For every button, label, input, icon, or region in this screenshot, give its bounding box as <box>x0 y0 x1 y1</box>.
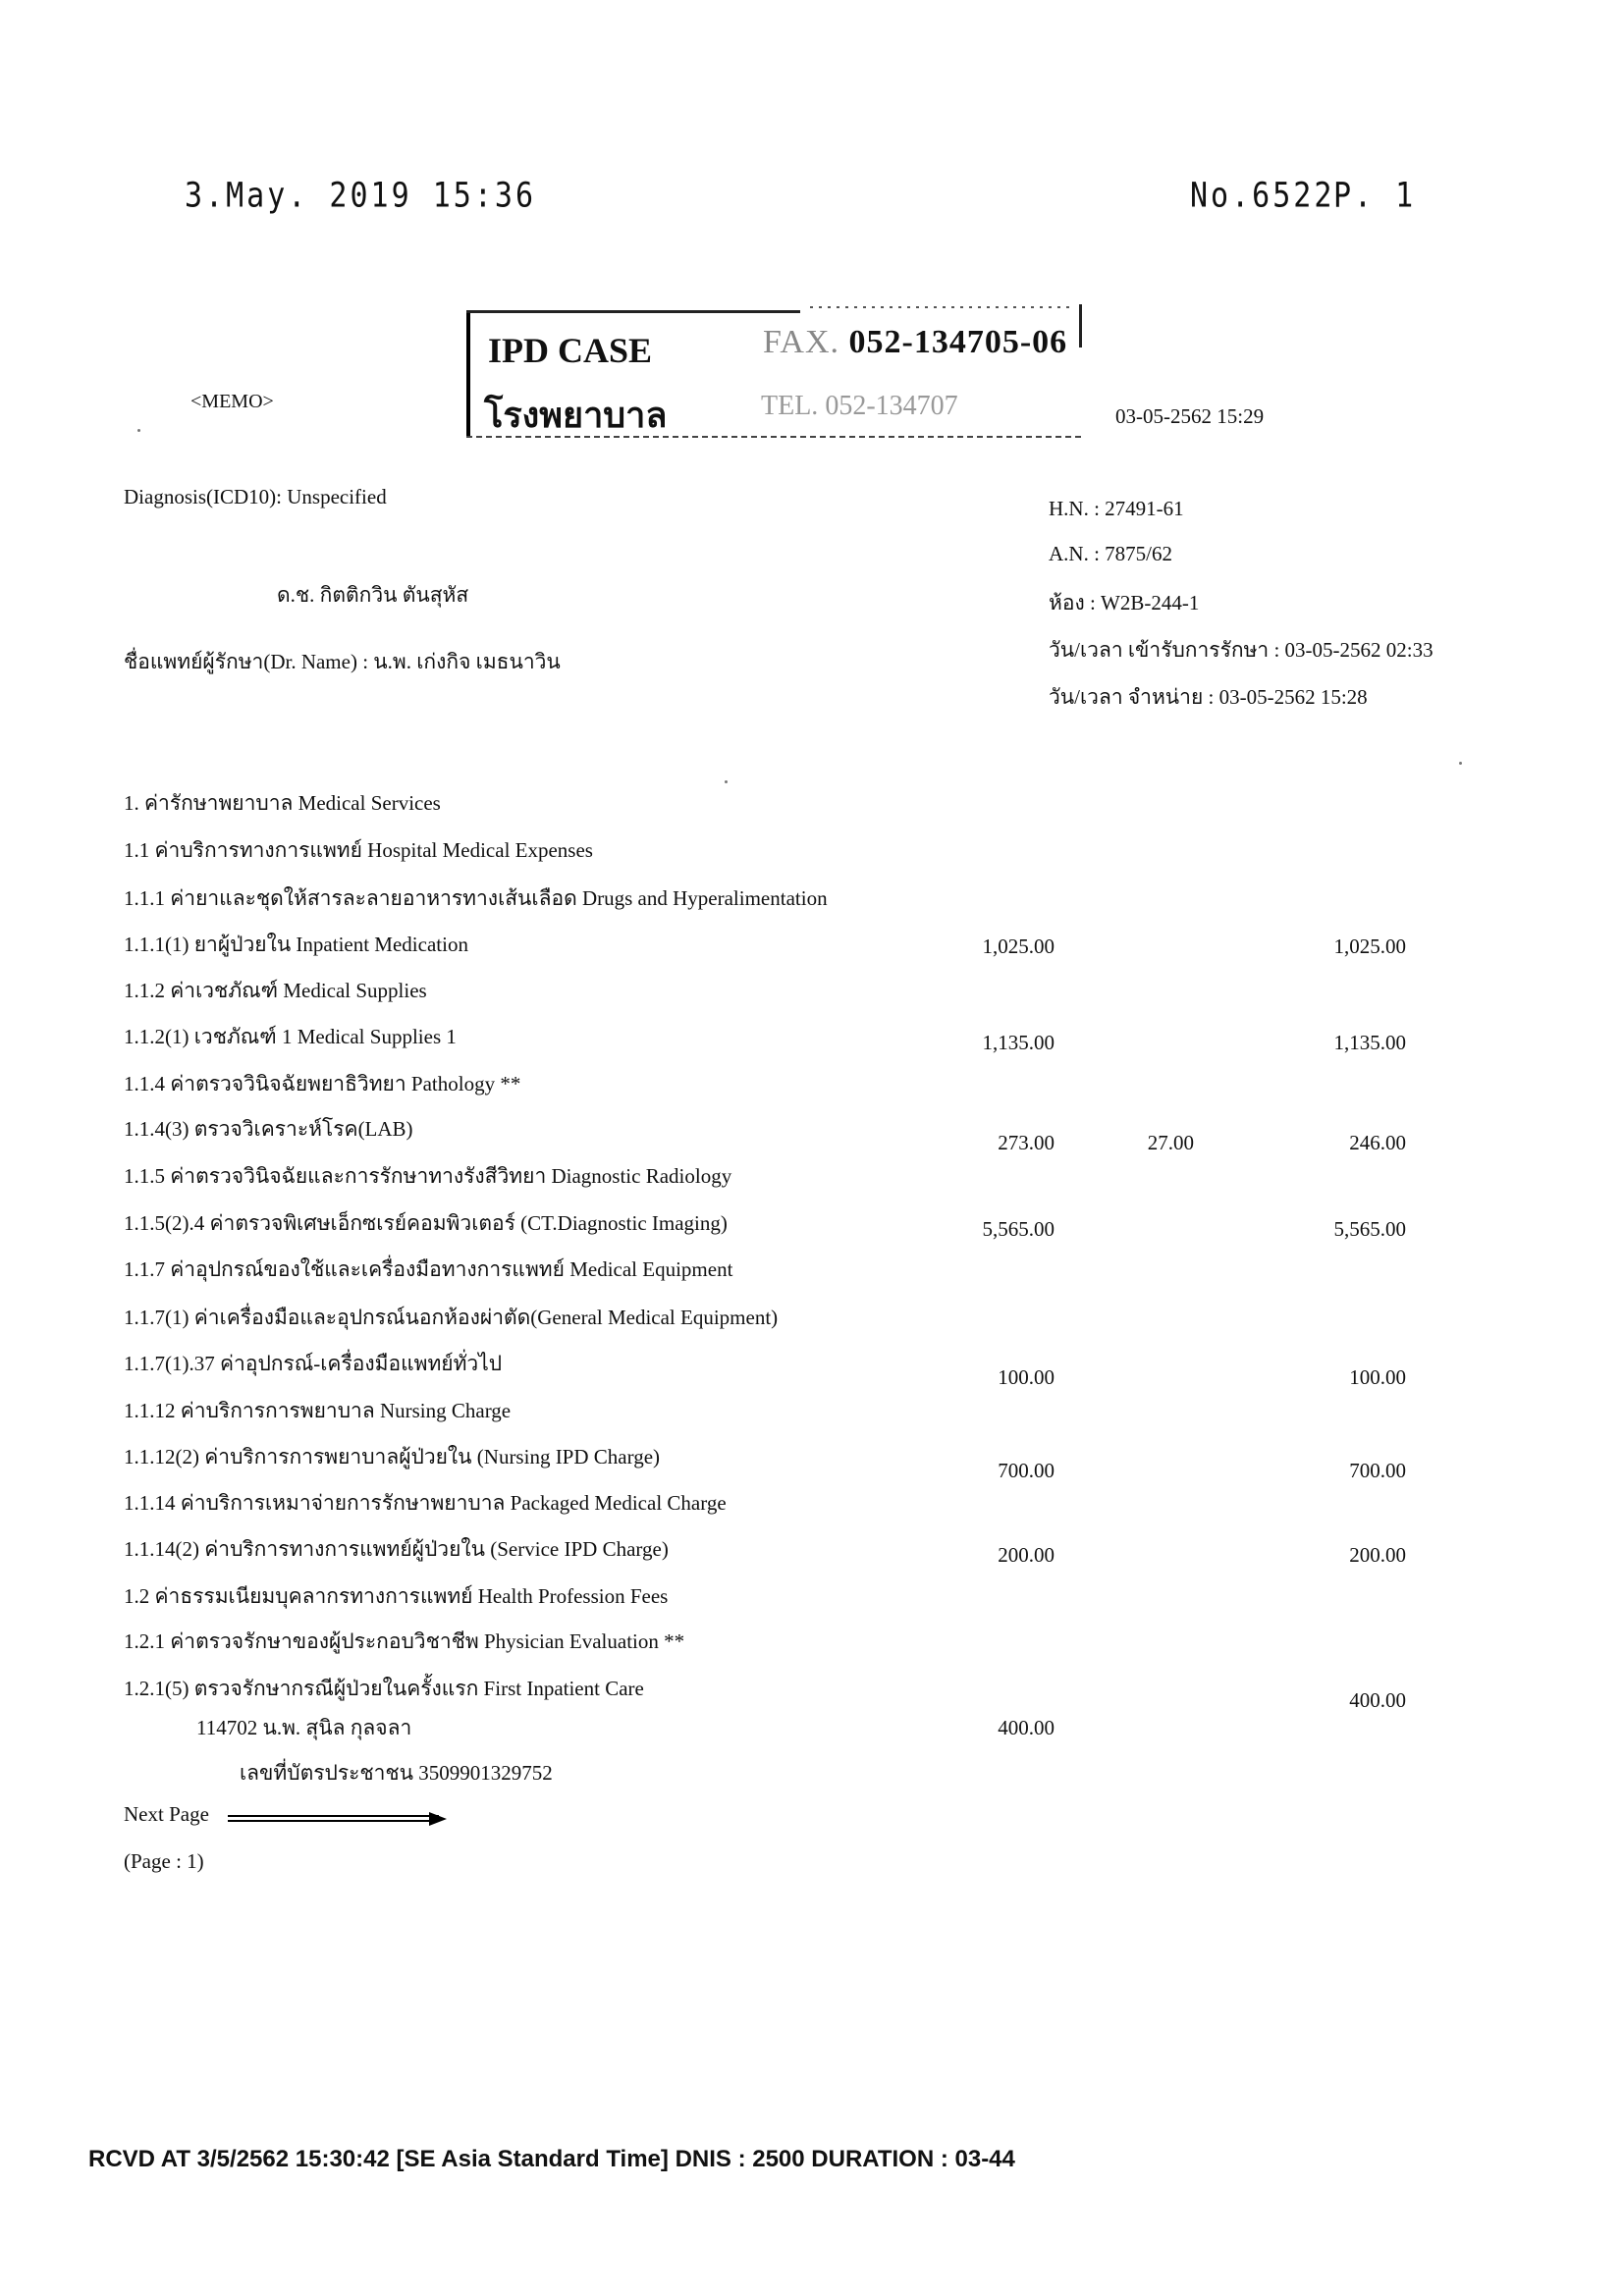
stamp-hospital: โรงพยาบาล <box>484 396 668 436</box>
page-label: (Page : 1) <box>124 1849 204 1873</box>
charge-item-label: 1.2.1(5) ตรวจรักษากรณีผู้ป่วยในครั้งแรก First Inpatient Care <box>124 1677 644 1700</box>
charge-item-label: 1.1.2 ค่าเวชภัณฑ์ Medical Supplies <box>124 979 427 1002</box>
ipd-case-stamp <box>466 300 1083 438</box>
hn: H.N. : 27491-61 <box>1049 497 1184 520</box>
charge-item-label: 1.1.5(2).4 ค่าตรวจพิเศษเอ็กซเรย์คอมพิวเตอร์ (CT.Diagnostic Imaging) <box>124 1211 728 1235</box>
charge-item-discount: 27.00 <box>1147 1131 1194 1154</box>
physician-name: 114702 น.พ. สุนิล กุลจลา <box>196 1716 412 1739</box>
charge-item-net: 5,565.00 <box>1333 1217 1406 1241</box>
printed-datetime: 03-05-2562 15:29 <box>1115 404 1265 428</box>
charge-item-label: 1. ค่ารักษาพยาบาล Medical Services <box>124 791 441 815</box>
charge-item-label: 1.1 ค่าบริการทางการแพทย์ Hospital Medical Expenses <box>124 838 593 862</box>
charge-item-label: 1.1.2(1) เวชภัณฑ์ 1 Medical Supplies 1 <box>124 1025 457 1048</box>
charge-item-net: 100.00 <box>1349 1365 1406 1389</box>
charge-item-label: 1.1.14 ค่าบริการเหมาจ่ายการรักษาพยาบาล Packaged Medical Charge <box>124 1491 727 1515</box>
charge-item-label: 1.1.1 ค่ายาและชุดให้สารละลายอาหารทางเส้นเลือด Drugs and Hyperalimentation <box>124 886 828 910</box>
charge-item-label: 1.2 ค่าธรรมเนียมบุคลากรทางการแพทย์ Health Profession Fees <box>124 1584 669 1608</box>
charge-item-amount: 200.00 <box>998 1543 1055 1567</box>
stamp-tel <box>761 391 958 422</box>
stamp-fax-prefix: FAX. <box>763 324 839 360</box>
diagnosis: Diagnosis(ICD10): Unspecified <box>124 485 387 508</box>
charge-item-amount: 700.00 <box>998 1459 1055 1482</box>
room: ห้อง : W2B-244-1 <box>1049 591 1200 614</box>
discharge-datetime: วัน/เวลา จำหน่าย : 03-05-2562 15:28 <box>1049 685 1368 709</box>
charge-item-amount: 1,025.00 <box>982 934 1055 958</box>
charge-item-net: 200.00 <box>1349 1543 1406 1567</box>
charge-item-label: 1.1.1(1) ยาผู้ป่วยใน Inpatient Medication <box>124 933 468 956</box>
stamp-tel-number: 052-134707 <box>825 391 958 421</box>
charge-item-label: 1.2.1 ค่าตรวจรักษาของผู้ประกอบวิชาชีพ Physician Evaluation ** <box>124 1629 685 1653</box>
fax-number: No.6522 <box>1190 176 1335 216</box>
charge-item-net: 700.00 <box>1349 1459 1406 1482</box>
charge-item-net: 1,025.00 <box>1333 934 1406 958</box>
next-page-label: Next Page <box>124 1802 209 1826</box>
fax-page: P. 1 <box>1333 176 1417 216</box>
charge-item-amount: 273.00 <box>998 1131 1055 1154</box>
scan-speck <box>725 780 728 783</box>
next-page-arrow-icon <box>228 1812 454 1826</box>
charge-item-label: 1.1.7 ค่าอุปกรณ์ของใช้และเครื่องมือทางการแพทย์ Medical Equipment <box>124 1257 733 1281</box>
stamp-fax <box>763 324 1067 361</box>
charge-item-net: 400.00 <box>1349 1688 1406 1712</box>
charge-item-label: 1.1.7(1).37 ค่าอุปกรณ์-เครื่องมือแพทย์ทั่วไป <box>124 1352 503 1375</box>
doctor-name: ชื่อแพทย์ผู้รักษา(Dr. Name) : น.พ. เก่งกิจ เมธนาวิน <box>124 650 561 673</box>
stamp-tel-prefix: TEL. <box>761 391 819 421</box>
physician-id-card: เลขที่บัตรประชาชน 3509901329752 <box>240 1761 553 1785</box>
charge-item-label: 1.1.12(2) ค่าบริการการพยาบาลผู้ป่วยใน (Nursing IPD Charge) <box>124 1445 661 1468</box>
charge-item-label: 1.1.5 ค่าตรวจวินิจฉัยและการรักษาทางรังสีวิทยา Diagnostic Radiology <box>124 1164 732 1188</box>
stamp-title: IPD CASE <box>488 331 653 370</box>
fax-datetime: 3.May. 2019 15:36 <box>185 176 537 216</box>
an: A.N. : 7875/62 <box>1049 542 1172 565</box>
charge-item-amount: 1,135.00 <box>982 1031 1055 1054</box>
admit-datetime: วัน/เวลา เข้ารับการรักษา : 03-05-2562 02:33 <box>1049 638 1434 662</box>
charge-item-amount: 100.00 <box>998 1365 1055 1389</box>
scan-speck <box>1459 762 1462 765</box>
memo-label: <MEMO> <box>190 391 274 412</box>
charge-item-net: 1,135.00 <box>1333 1031 1406 1054</box>
charge-item-label: 1.1.7(1) ค่าเครื่องมือและอุปกรณ์นอกห้องผ่าตัด(General Medical Equipment) <box>124 1306 779 1329</box>
physician-amount: 400.00 <box>998 1716 1055 1739</box>
charge-item-label: 1.1.4 ค่าตรวจวินิจฉัยพยาธิวิทยา Pathology ** <box>124 1072 521 1095</box>
patient-name: ด.ช. กิตติกวิน ตันสุหัส <box>277 583 469 607</box>
charge-item-label: 1.1.4(3) ตรวจวิเคราะห์โรค(LAB) <box>124 1117 413 1141</box>
charge-item-net: 246.00 <box>1349 1131 1406 1154</box>
charge-item-label: 1.1.12 ค่าบริการการพยาบาล Nursing Charge <box>124 1399 512 1422</box>
charge-item-label: 1.1.14(2) ค่าบริการทางการแพทย์ผู้ป่วยใน (Service IPD Charge) <box>124 1537 669 1561</box>
charge-item-amount: 5,565.00 <box>982 1217 1055 1241</box>
fax-receipt-footer: RCVD AT 3/5/2562 15:30:42 [SE Asia Standard Time] DNIS : 2500 DURATION : 03-44 <box>88 2146 1015 2172</box>
scan-speck <box>137 429 140 432</box>
stamp-fax-number: 052-134705-06 <box>848 324 1068 360</box>
